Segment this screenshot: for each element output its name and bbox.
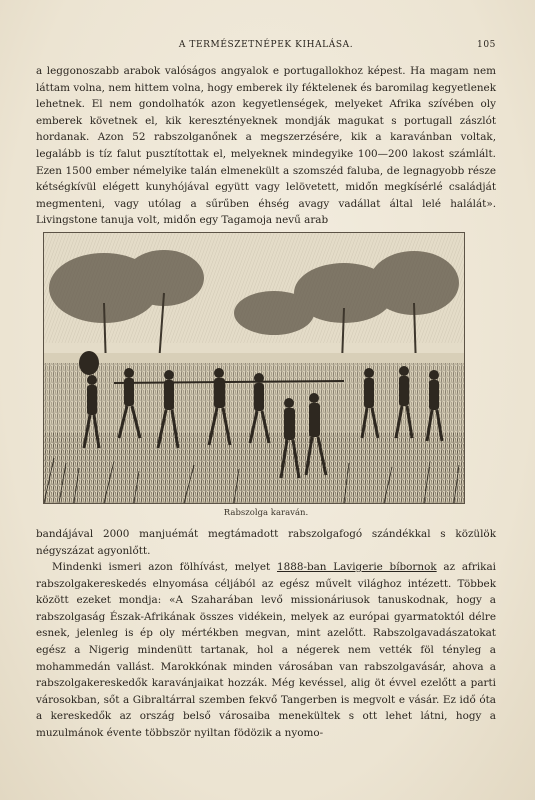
- figure-caption: Rabszolga karaván.: [223, 508, 309, 518]
- page-header: [36, 40, 496, 54]
- paragraph-1: a leggonoszabb arabok valóságos angyalok e portugallokhoz képest. Ha magam nem láttam volna, nem hittem volna, hogy emberek ily féktelenek és baromilag kegyetlenek lehetnek. El nem gondolhatók azon kegyetlenségek, melyeket Afrika szívében oly emberek követnek el, kik keresztényeknek mondják magukat s portugall zászlót hordanak. Azon 52 rabszolganőnek a megszerzésére, kik a karavánban voltak, legalább is tíz falut pusztítottak el, melyeknek mindegyike 100—200 lakost számlált. Ezen 1500 ember némelyike talán elmenekült a szomszéd faluba, de legnagyobb része kétségkívül elégett kunyhójával együtt vagy lelövetett, midőn megkísérlé családját megmenteni, vagy utólag a sűrűben éhség avagy vadállat által lelé halálát». Livingstone tanuja volt, midőn egy Tagamoja nevű arab: [36, 65, 496, 227]
- paragraph-2: bandájával 2000 manjuémát megtámadott rabszolgafogó szándékkal s közülök négyszázat agyonlőtt.: [36, 528, 496, 557]
- running-title: A TERMÉSZETNÉPEK KIHALÁSA.: [178, 40, 354, 50]
- page-number: 105: [477, 40, 496, 50]
- underlined-reference: 1888-ban Lavigerie bíbornok: [277, 561, 437, 573]
- engraving-illustration: [44, 233, 464, 503]
- paragraph-3: [36, 559, 496, 742]
- engraving-slave-caravan: [43, 232, 465, 504]
- paragraph-3-start: Mindenki ismeri azon fölhívást, melyet: [52, 561, 277, 573]
- paragraph-3-rest: az afrikai rabszolgakereskedés elnyomása céljából az egész művelt világhoz intézett. Többek között ezeket mondja: «A Szaharában levő missionáriusok tanuskodnak, hogy a rabszolgaság Észak-Afrikának összes vidékein, melyek az európai gyarmatoktól délre esnek, jelenleg is ép oly mértékben megvan, mint azelőtt. Rabszolgavadászatokat egész a Nigerig mindenütt tartanak, hol a négerek nem vették föl tényleg a mohammedán vallást. Marokkónak minden városában van rabszolgavásár, ahova a rabszolgakereskedők karavánjaikat hozzák. Még kevéssel, alig öt évvel ezelőtt a parti városokban, sőt a Gibraltárral szemben fekvő Tangerben is megvolt e vásár. Ez idő óta a kereskedők az ország belső városaiba menekültek s ott lehet látni, hogy a muzulmánok évente többször nyiltan födözik a nyomo-: [36, 561, 496, 739]
